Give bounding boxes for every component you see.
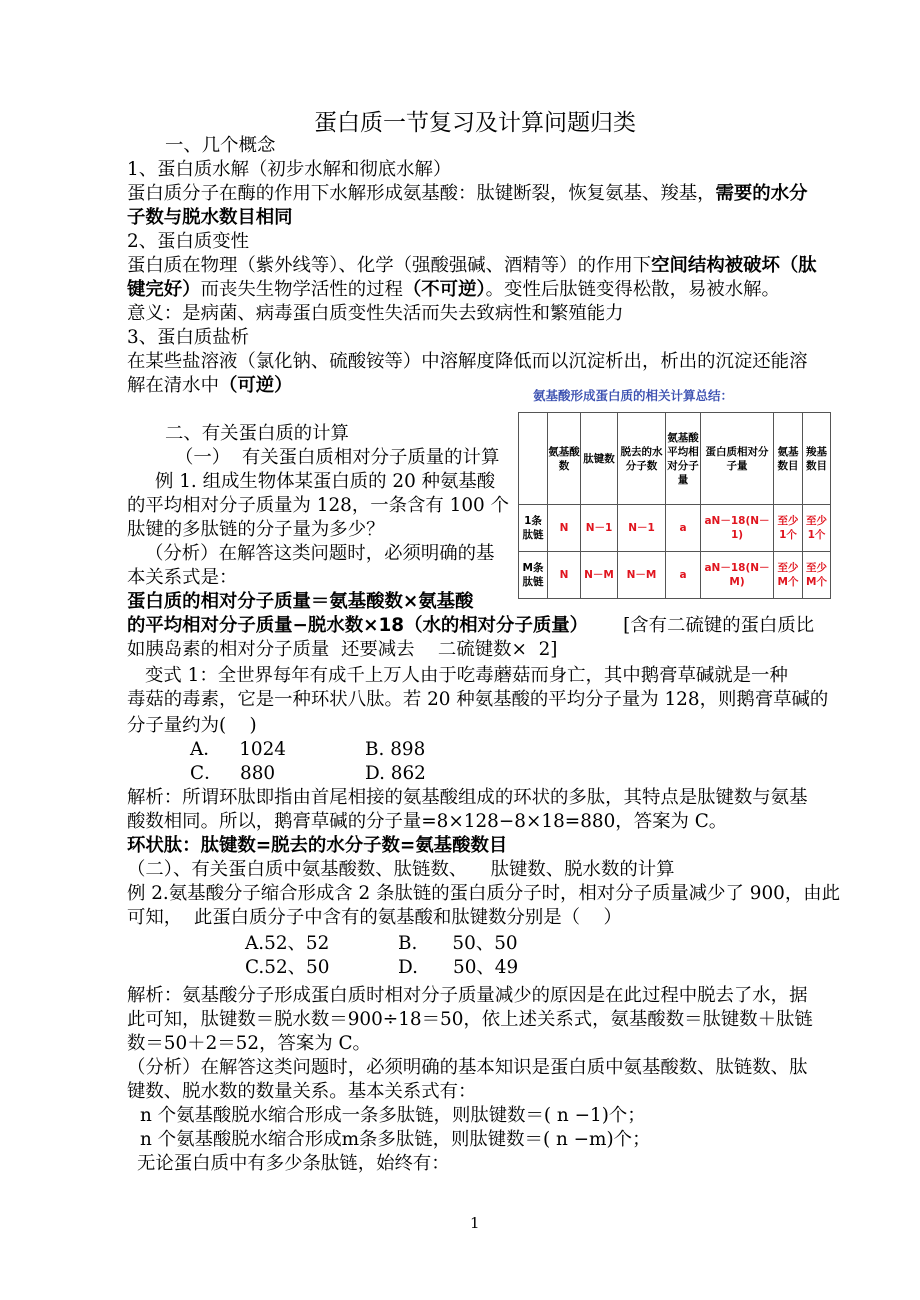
text-line bbox=[127, 858, 675, 882]
table-header: 氨基数目 bbox=[774, 413, 803, 505]
table-header: 脱去的水分子数 bbox=[618, 413, 666, 505]
table-cell: 至少1个 bbox=[774, 505, 803, 552]
bold-text: （不可逆） bbox=[402, 279, 486, 300]
table-header-row bbox=[519, 413, 831, 505]
table-header: 肽键数 bbox=[581, 413, 618, 505]
text-line bbox=[127, 518, 384, 542]
table-cell: 至少1个 bbox=[803, 505, 831, 552]
text-segment: （一） 有关蛋白质相对分子质量的计算 bbox=[175, 447, 500, 468]
text-segment: 毒菇的毒素，它是一种环状八肽。若 20 种氨基酸的平均分子量为 128，则鹅膏草碱的 bbox=[127, 689, 829, 710]
text-line bbox=[127, 714, 257, 738]
answer-option: D. 862 bbox=[365, 763, 426, 784]
text-segment: 酸数相同。所以，鹅膏草碱的分子量=8×128−8×18=880，答案为 C。 bbox=[127, 811, 728, 832]
text-line bbox=[127, 374, 293, 398]
text-segment: 此可知，肽键数＝脱水数＝900÷18＝50，依上述关系式，氨基酸数＝肽键数＋肽链 bbox=[127, 1009, 813, 1030]
answer-option: C． 880 bbox=[190, 763, 276, 784]
text-segment: 蛋白质分子在酶的作用下水解形成氨基酸：肽键断裂，恢复氨基、羧基， bbox=[127, 183, 716, 204]
text-line bbox=[127, 638, 557, 662]
text-line bbox=[127, 786, 807, 810]
text-segment: n 个氨基酸脱水缩合形成一条多肽链，则肽键数＝( n −1)个； bbox=[140, 1105, 646, 1126]
text-line bbox=[127, 326, 249, 350]
text-segment: 数＝50＋2＝52，答案为 C。 bbox=[127, 1033, 371, 1054]
text-segment: 无论蛋白质中有多少条肽链，始终有： bbox=[137, 1153, 450, 1174]
table-cell: 1条肽链 bbox=[519, 505, 548, 552]
answer-option: A.52、52 bbox=[245, 933, 330, 954]
text-segment: n 个氨基酸脱水缩合形成m条多肽链，则肽键数＝( n −m)个； bbox=[140, 1129, 651, 1150]
table-cell: N bbox=[548, 505, 581, 552]
text-line bbox=[165, 134, 275, 158]
bold-text: 蛋白质的相对分子质量＝氨基酸数×氨基酸 bbox=[127, 591, 474, 612]
table-title: 氨基酸形成蛋白质的相关计算总结： bbox=[533, 388, 734, 403]
text-line bbox=[127, 688, 828, 712]
table-header: 羧基数目 bbox=[803, 413, 831, 505]
text-segment: 例 1. 组成生物体某蛋白质的 20 种氨基酸 bbox=[155, 471, 496, 492]
text-line bbox=[127, 254, 817, 278]
text-line bbox=[140, 1104, 646, 1128]
bold-text: 空间结构被破坏（肽 bbox=[651, 255, 817, 276]
text-segment: 解析：所谓环肽即指由首尾相接的氨基酸组成的环状的多肽，其特点是肽键数与氨基 bbox=[127, 787, 808, 808]
text-segment: 变式 1：全世界每年有成千上万人由于吃毒蘑菇而身亡，其中鹅膏草碱就是一种 bbox=[145, 665, 788, 686]
table-cell: 至少M个 bbox=[803, 552, 831, 599]
bold-text: 需要的水分 bbox=[715, 183, 808, 204]
text-segment: 3、蛋白质盐析 bbox=[127, 327, 250, 348]
text-segment: 而丧失生物学活性的过程 bbox=[200, 279, 403, 300]
answer-option: B. 898 bbox=[365, 739, 426, 760]
text-line bbox=[127, 566, 237, 590]
text-line bbox=[127, 1032, 371, 1056]
page-number: 1 bbox=[470, 1214, 480, 1232]
text-line bbox=[127, 834, 507, 858]
text-segment: （分析）在解答这类问题时，必须明确的基 bbox=[145, 543, 495, 564]
text-line bbox=[127, 984, 807, 1008]
table-row bbox=[519, 505, 831, 552]
text-segment: 意义：是病菌、病毒蛋白质变性失活而失去致病性和繁殖能力 bbox=[127, 303, 624, 324]
table-cell: N bbox=[548, 552, 581, 599]
text-line bbox=[127, 302, 624, 326]
text-line bbox=[140, 1128, 650, 1152]
document-title: 蛋白质一节复习及计算问题归类 bbox=[314, 110, 636, 136]
text-line bbox=[175, 446, 499, 470]
text-line bbox=[127, 350, 807, 374]
table-header bbox=[519, 413, 548, 505]
text-segment: 1、蛋白质水解（初步水解和彻底水解） bbox=[127, 159, 452, 180]
text-line bbox=[127, 614, 814, 638]
answer-option: C.52、50 bbox=[245, 957, 330, 978]
table-header: 蛋白质相对分子量 bbox=[701, 413, 774, 505]
text-line bbox=[127, 882, 840, 906]
table-cell: N－1 bbox=[581, 505, 618, 552]
text-line bbox=[137, 1152, 450, 1176]
text-line bbox=[127, 1056, 807, 1080]
text-segment: 解在清水中 bbox=[127, 375, 219, 396]
table-cell: aN－18(N－M) bbox=[701, 552, 774, 599]
text-line bbox=[127, 590, 473, 614]
text-segment: 本关系式是： bbox=[127, 567, 238, 588]
text-segment: 分子量约为( ) bbox=[127, 715, 257, 736]
text-line bbox=[165, 422, 349, 446]
text-segment: 2、蛋白质变性 bbox=[127, 231, 250, 252]
text-segment: 键数、脱水数的数量关系。基本关系式有： bbox=[127, 1081, 477, 1102]
text-segment: 可知， 此蛋白质分子中含有的氨基酸和肽键数分别是（ ） bbox=[127, 907, 622, 928]
text-line bbox=[127, 906, 622, 930]
text-segment: 如胰岛素的相对分子质量 还要减去 二硫键数× 2] bbox=[127, 639, 558, 660]
answer-option: A． 1024 bbox=[190, 739, 287, 760]
table-cell: N－1 bbox=[618, 505, 666, 552]
text-segment: 在某些盐溶液（氯化钠、硫酸铵等）中溶解度降低而以沉淀析出，析出的沉淀还能溶 bbox=[127, 351, 808, 372]
answer-option: D. 50、49 bbox=[398, 957, 519, 978]
text-line bbox=[145, 664, 788, 688]
text-segment: （分析）在解答这类问题时，必须明确的基本知识是蛋白质中氨基酸数、肽链数、肽 bbox=[127, 1057, 808, 1078]
table-cell: 至少M个 bbox=[774, 552, 803, 599]
table-cell: M条肽链 bbox=[519, 552, 548, 599]
answer-option: B. 50、50 bbox=[398, 933, 518, 954]
table-cell: N－M bbox=[581, 552, 618, 599]
text-line bbox=[127, 278, 780, 302]
text-segment: 的平均相对分子质量为 128，一条含有 100 个 bbox=[127, 495, 509, 516]
text-line bbox=[127, 182, 807, 206]
text-line bbox=[127, 206, 293, 230]
bold-text: 环状肽：肽键数=脱去的水分子数=氨基酸数目 bbox=[127, 835, 508, 856]
text-line bbox=[155, 470, 495, 494]
bold-text: 的平均相对分子质量−脱水数×18（水的相对分子质量） bbox=[127, 615, 589, 636]
bold-text: 键完好） bbox=[127, 279, 201, 300]
text-line bbox=[145, 542, 494, 566]
table-cell: a bbox=[666, 505, 701, 552]
text-segment: 二、有关蛋白质的计算 bbox=[165, 423, 349, 444]
text-segment: 例 2.氨基酸分子缩合形成含 2 条肽链的蛋白质分子时，相对分子质量减少了 900，由此 bbox=[127, 883, 841, 904]
table-cell: N－M bbox=[618, 552, 666, 599]
text-segment: 解析：氨基酸分子形成蛋白质时相对分子质量减少的原因是在此过程中脱去了水，据 bbox=[127, 985, 808, 1006]
table-row bbox=[519, 552, 831, 599]
text-segment: 蛋白质在物理（紫外线等）、化学（强酸强碱、酒精等）的作用下 bbox=[127, 255, 652, 276]
bold-text: 子数与脱水数目相同 bbox=[127, 207, 293, 228]
table-header: 氨基酸平均相对分子量 bbox=[666, 413, 701, 505]
text-line bbox=[127, 230, 249, 254]
text-line bbox=[127, 494, 509, 518]
table-header: 氨基酸数 bbox=[548, 413, 581, 505]
text-line bbox=[127, 810, 727, 834]
text-segment: 肽键的多肽链的分子量为多少？ bbox=[127, 519, 385, 540]
text-segment: 。变性后肽链变得松散，易被水解。 bbox=[485, 279, 780, 300]
text-line bbox=[127, 1080, 476, 1104]
text-segment: 一、几个概念 bbox=[165, 135, 276, 156]
table-cell: aN－18(N－1) bbox=[701, 505, 774, 552]
summary-table bbox=[518, 412, 831, 599]
text-line bbox=[127, 1008, 813, 1032]
text-segment: （二）、有关蛋白质中氨基酸数、肽链数、 肽键数、脱水数的计算 bbox=[127, 859, 675, 880]
table-cell: a bbox=[666, 552, 701, 599]
text-segment: [含有二硫键的蛋白质比 bbox=[588, 615, 815, 636]
bold-text: （可逆） bbox=[218, 375, 293, 396]
text-line bbox=[127, 158, 451, 182]
